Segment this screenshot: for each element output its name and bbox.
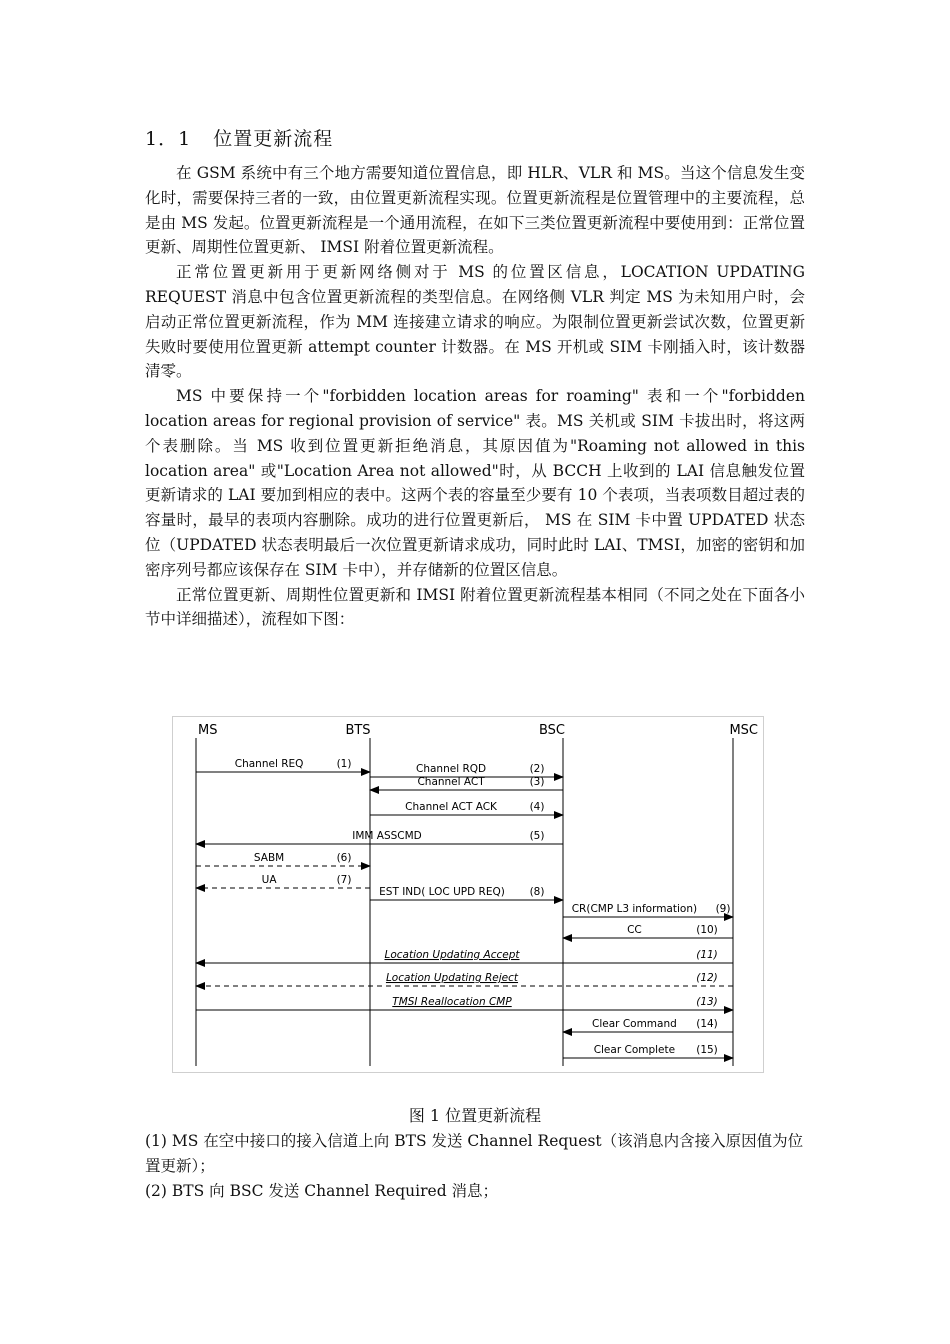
paragraph: 在 GSM 系统中有三个地方需要知道位置信息，即 HLR、VLR 和 MS。当这个信息发生变化时，需要保持三者的一致，由位置更新流程实现。位置更新流程是位置管理中的主要流程，总是由 MS 发起。位置更新流程是一个通用流程，在如下三类位置更新流程中要使用到：正常位置更新、周期性位置更新、 IMSI 附着位置更新流程。 <box>145 164 805 257</box>
message-number: (8) <box>529 886 545 898</box>
step-item: (1) MS 在空中接口的接入信道上向 BTS 发送 Channel Request（该消息内含接入原因值为位置更新）； <box>145 1132 804 1175</box>
message-number: (6) <box>336 852 352 864</box>
figure-caption: 图 1 位置更新流程 <box>408 1106 542 1125</box>
message-number: (15) <box>696 1044 718 1056</box>
message-label: CR(CMP L3 information) <box>571 903 698 915</box>
section-number: 1．1 <box>145 128 192 150</box>
sequence-diagram-svg <box>172 716 764 1073</box>
step-item: (2) BTS 向 BSC 发送 Channel Required 消息； <box>145 1181 499 1200</box>
paragraph: 正常位置更新用于更新网络侧对于 MS 的位置区信息，LOCATION UPDATING REQUEST 消息中包含位置更新流程的类型信息。在网络侧 VLR 判定 MS 为未知用户时，会启动正常位置更新流程，作为 MM 连接建立请求的响应。为限制位置更新尝试次数，位置更新失败时要使用位置更新 attempt counter 计数器。在 MS 开机或 SIM 卡刚插入时，该计数器清零。 <box>145 263 805 381</box>
message-number: (12) <box>696 972 718 984</box>
paragraph: 正常位置更新、周期性位置更新和 IMSI 附着位置更新流程基本相同（不同之处在下面各小节中详细描述），流程如下图： <box>145 585 805 629</box>
message-label: Location Updating Reject <box>385 972 519 984</box>
body-text <box>145 161 805 632</box>
message-label: Channel REQ <box>234 758 304 770</box>
message-number: (14) <box>696 1018 718 1030</box>
message-label: UA <box>261 874 277 886</box>
message-label: Clear Complete <box>593 1044 676 1056</box>
message-label: TMSI Reallocation CMP <box>392 996 512 1008</box>
message-number: (13) <box>696 996 718 1008</box>
bsc-entity-label: BSC <box>538 723 566 738</box>
message-number: (11) <box>696 949 718 961</box>
message-number: (9) <box>715 903 731 915</box>
message-number: (3) <box>529 776 545 788</box>
message-label: SABM <box>253 852 285 864</box>
section-title: 位置更新流程 <box>213 128 334 150</box>
message-number: (5) <box>529 830 545 842</box>
message-label: EST IND( LOC UPD REQ) <box>379 886 505 898</box>
msc-entity-label: MSC <box>729 723 758 738</box>
message-number: (4) <box>529 801 545 813</box>
message-label: CC <box>627 924 642 936</box>
message-label: Channel ACT <box>417 776 485 788</box>
message-label: IMM ASSCMD <box>352 830 422 842</box>
message-label: Clear Command <box>592 1018 677 1030</box>
bts-entity-label: BTS <box>345 723 371 738</box>
message-number: (10) <box>696 924 718 936</box>
message-label: Channel RQD <box>416 763 487 775</box>
sequence-diagram <box>172 716 764 1073</box>
message-label: Channel ACT ACK <box>405 801 497 813</box>
paragraph: MS 中要保持一个"forbidden location areas for roaming" 表和一个"forbidden location areas for regional provision of service" 表。MS 关机或 SIM 卡拔出时，将这两个表删除。当 MS 收到位置更新拒绝消息，其原因值为"Roaming not allowed in this location area" 或"Location Area not allowed"时，从 BCCH 上收到的 LAI 信息触发位置更新请求的 LAI 要加到相应的表中。这两个表的容量至少要有 10 个表项，当表项数目超过表的容量时，最早的表项内容删除。成功的进行位置更新后， MS 在 SIM 卡中置 UPDATED 状态位（UPDATED 状态表明最后一次位置更新请求成功，同时此时 LAI、TMSI，加密的密钥和加密序列号都应该保存在 SIM 卡中），并存储新的位置区信息。 <box>145 387 805 579</box>
ms-entity-label: MS <box>198 723 218 738</box>
message-number: (7) <box>336 874 352 886</box>
message-number: (1) <box>336 758 352 770</box>
message-number: (2) <box>529 763 545 775</box>
message-label: Location Updating Accept <box>384 949 520 961</box>
step-list <box>145 1129 810 1203</box>
section-heading <box>145 124 333 151</box>
